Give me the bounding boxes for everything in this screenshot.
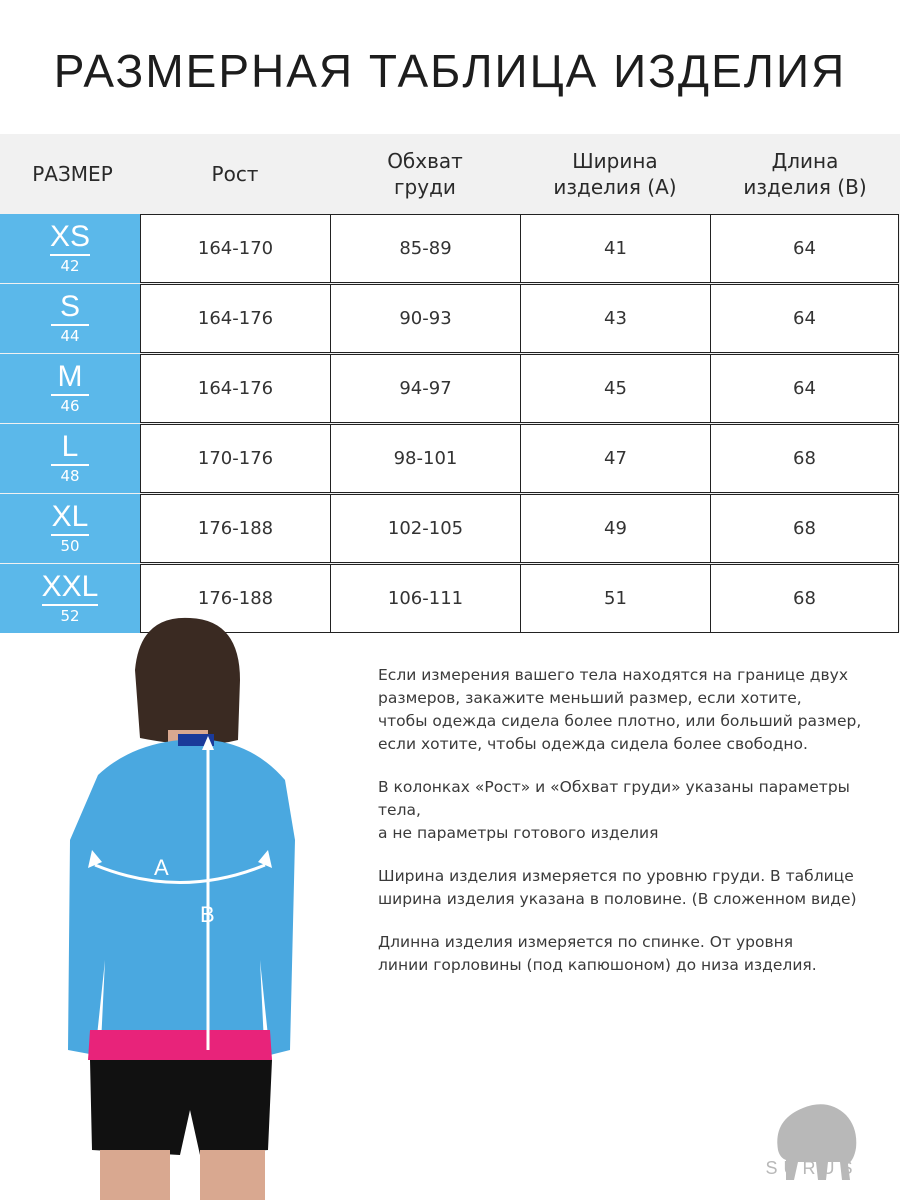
label-a: A [154,855,169,880]
size-number: 48 [60,467,80,485]
height-cell: 176-188 [140,564,331,633]
height-cell: 164-176 [140,284,331,353]
header-chest: Обхват груди [387,149,463,199]
length-cell: 64 [710,284,899,353]
size-cell [0,494,140,563]
length-cell: 64 [710,354,899,423]
size-cell [0,284,140,353]
table-row [0,494,899,563]
height-cell: 170-176 [140,424,331,493]
brand-name: SURUS [765,1158,859,1178]
length-cell: 68 [710,564,899,633]
size-number: 42 [60,257,80,275]
size-number: 50 [60,537,80,555]
width-cell: 47 [520,424,711,493]
size-letter: L [51,432,89,466]
leg-right [200,1150,265,1200]
table-row [0,214,899,283]
chest-cell: 102-105 [330,494,521,563]
chest-cell: 106-111 [330,564,521,633]
width-cell: 49 [520,494,711,563]
size-number: 52 [60,607,80,625]
hair-shape [135,618,240,745]
page-title: РАЗМЕРНАЯ ТАБЛИЦА ИЗДЕЛИЯ [53,45,847,97]
note-paragraph: В колонках «Рост» и «Обхват груди» указаны параметры тела, а не параметры готового изделия [378,778,850,842]
width-cell: 51 [520,564,711,633]
size-number: 46 [60,397,80,415]
jersey-shape [68,740,295,1065]
width-cell: 45 [520,354,711,423]
length-cell: 68 [710,494,899,563]
height-cell: 164-176 [140,354,331,423]
height-cell: 164-170 [140,214,331,283]
table-row [0,424,899,493]
leg-left [100,1150,170,1200]
model-figure [40,610,340,1200]
size-letter: S [51,292,89,326]
size-letter: XXL [42,572,99,606]
size-letter: XS [50,222,90,256]
chest-cell: 85-89 [330,214,521,283]
note-paragraph: Ширина изделия измеряется по уровню груди. В таблице ширина изделия указана в половине. (В сложенном виде) [378,867,857,908]
length-cell: 64 [710,214,899,283]
size-table [0,134,900,632]
size-cell [0,214,140,283]
height-cell: 176-188 [140,494,331,563]
chest-cell: 94-97 [330,354,521,423]
size-letter: M [51,362,89,396]
header-width: Ширина изделия (А) [553,149,677,199]
length-cell: 68 [710,424,899,493]
size-number: 44 [60,327,80,345]
label-b: B [200,902,215,927]
note-paragraph: Длинна изделия измеряется по спинке. От уровня линии горловины (под капюшоном) до низа изделия. [378,933,817,974]
header-size: РАЗМЕР [32,162,113,186]
chest-cell: 90-93 [330,284,521,353]
table-header [0,134,900,214]
chest-cell: 98-101 [330,424,521,493]
notes-block [378,664,888,997]
title-band [0,0,900,134]
header-length: Длина изделия (В) [743,149,867,199]
size-letter: XL [51,502,89,536]
header-height: Рост [211,162,259,186]
note-paragraph: Если измерения вашего тела находятся на границе двух размеров, закажите меньший размер, если хотите, чтобы одежда сидела более плотно, или больший размер, если хотите, чтобы одежда сидела более свободно. [378,666,862,753]
size-cell [0,354,140,423]
table-row [0,354,899,423]
size-cell [0,424,140,493]
width-cell: 43 [520,284,711,353]
shorts-shape [90,1060,272,1155]
table-row [0,284,899,353]
hem-band [88,1030,272,1060]
width-cell: 41 [520,214,711,283]
